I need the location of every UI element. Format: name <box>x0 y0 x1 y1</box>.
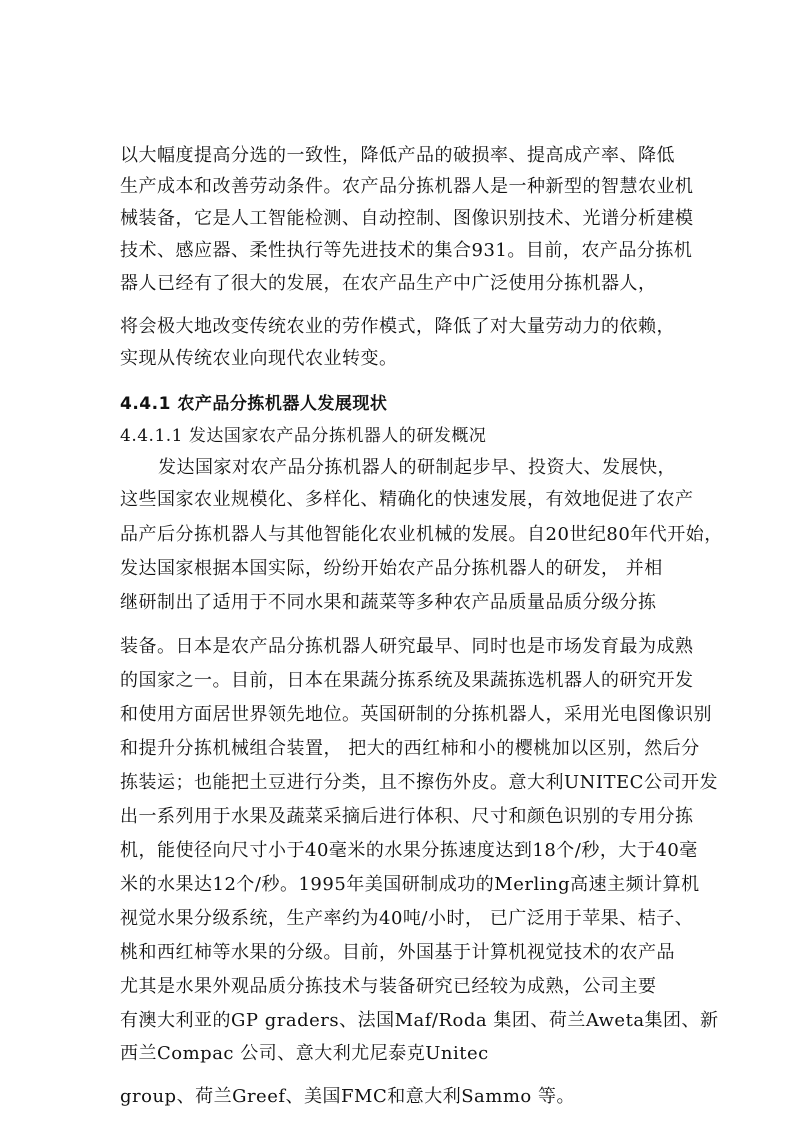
paragraph2-line-2: 这些国家农业规模化、多样化、精确化的快速发展，有效地促进了农产 <box>120 489 694 510</box>
paragraph2-line-11: 出一系列用于水果及蔬菜采摘后进行体积、尺寸和颜色识别的专用分拣 <box>120 806 694 827</box>
paragraph2-line-10: 拣装运；也能把土豆进行分类，且不擦伤外皮。意大利UNITEC公司开发 <box>120 772 718 793</box>
paragraph2-line-9: 和提升分拣机械组合装置， 把大的西红柿和小的樱桃加以区别，然后分 <box>120 738 700 759</box>
paragraph2-line-4: 发达国家根据本国实际，纷纷开始农产品分拣机器人的研发， 并相 <box>120 558 663 579</box>
paragraph2-line-15: 桃和西红柿等水果的分级。目前，外国基于计算机视觉技术的农产品 <box>120 942 675 963</box>
subsection-heading: 4.4.1.1 发达国家农产品分拣机器人的研发概况 <box>120 426 487 446</box>
paragraph1-line-1: 以大幅度提高分选的一致性，降低产品的破损率、提高成产率、降低 <box>120 145 675 166</box>
paragraph2-line-1: 发达国家对农产品分拣机器人的研制起步早、投资大、发展快， <box>158 457 676 478</box>
paragraph1-line-7: 实现从传统农业向现代农业转变。 <box>120 348 398 369</box>
section-heading: 4.4.1 农产品分拣机器人发展现状 <box>120 394 388 414</box>
paragraph2-line-7: 的国家之一。目前，日本在果蔬分拣系统及果蔬拣选机器人的研究开发 <box>120 670 694 691</box>
paragraph2-line-3: 品产后分拣机器人与其他智能化农业机械的发展。自20世纪80年代开始， <box>120 524 723 545</box>
paragraph2-line-5: 继研制出了适用于不同水果和蔬菜等多种农产品质量品质分级分拣 <box>120 592 657 613</box>
paragraph2-line-8: 和使用方面居世界领先地位。英国研制的分拣机器人，采用光电图像识别 <box>120 704 712 725</box>
paragraph1-line-5: 器人已经有了很大的发展，在农产品生产中广泛使用分拣机器人， <box>120 273 657 294</box>
paragraph2-line-12: 机，能使径向尺寸小于40毫米的水果分拣速度达到18个/秒，大于40毫 <box>120 840 698 861</box>
paragraph2-line-6: 装备。日本是农产品分拣机器人研究最早、同时也是市场发育最为成熟 <box>120 636 694 657</box>
paragraph1-line-2: 生产成本和改善劳动条件。农产品分拣机器人是一种新型的智慧农业机 <box>120 176 694 197</box>
paragraph2-line-14: 视觉水果分级系统，生产率约为40吨/小时， 已广泛用于苹果、桔子、 <box>120 908 694 929</box>
paragraph2-line-19: group、荷兰Greef、美国FMC和意大利Sammo 等。 <box>120 1086 575 1107</box>
paragraph1-line-4: 技术、感应器、柔性执行等先进技术的集合931。目前，农产品分拣机 <box>120 240 693 261</box>
paragraph1-line-6: 将会极大地改变传统农业的劳作模式，降低了对大量劳动力的依赖， <box>120 316 675 337</box>
paragraph2-line-13: 米的水果达12个/秒。1995年美国研制成功的Merling高速主频计算机 <box>120 874 700 895</box>
paragraph2-line-16: 尤其是水果外观品质分拣技术与装备研究已经较为成熟，公司主要 <box>120 976 657 997</box>
paragraph2-line-17: 有澳大利亚的GP graders、法国Maf/Roda 集团、荷兰Aweta集团、新 <box>120 1010 719 1031</box>
paragraph1-line-3: 械装备，它是人工智能检测、自动控制、图像识别技术、光谱分析建模 <box>120 208 694 229</box>
paragraph2-line-18: 西兰Compac 公司、意大利尤尼泰克Unitec <box>120 1043 489 1064</box>
